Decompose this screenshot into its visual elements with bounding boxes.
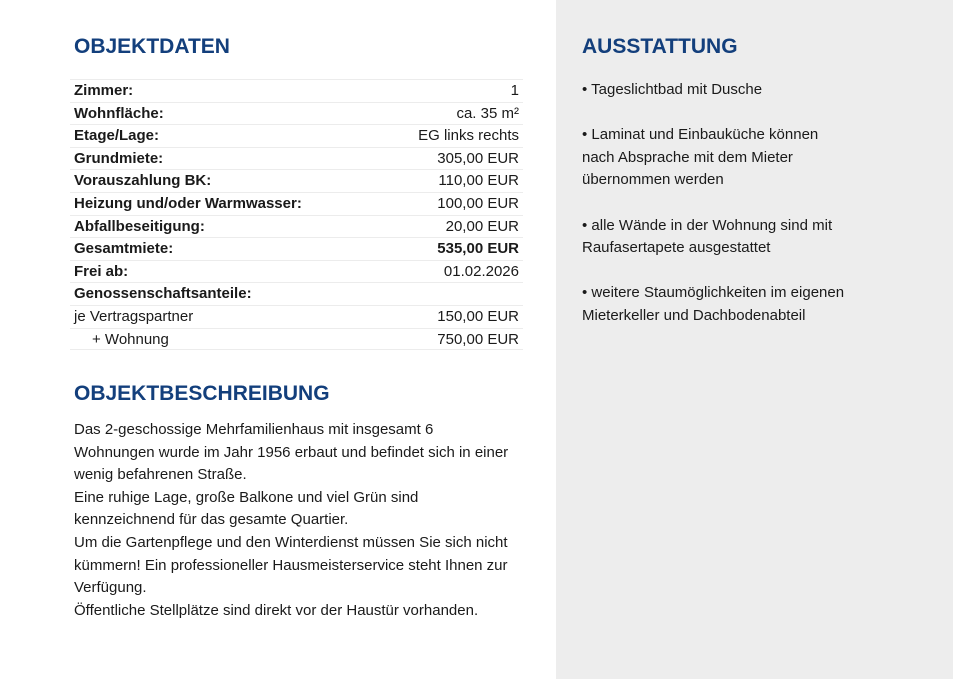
table-row — [70, 305, 523, 328]
row-value: 110,00 EUR — [438, 172, 519, 190]
row-value: 20,00 EUR — [445, 217, 519, 235]
row-value: 150,00 EUR — [437, 307, 519, 325]
row-label: Genossenschaftsanteile: — [74, 285, 252, 303]
table-row — [70, 169, 523, 192]
row-label: Grundmiete: — [74, 149, 164, 167]
table-row — [70, 192, 523, 215]
objektbeschreibung-text — [74, 419, 514, 622]
table-row — [70, 328, 523, 351]
list-item: • weitere Staumöglichkeiten im eigenen Mieterkeller und Dachbodenabteil — [582, 284, 845, 324]
row-label: + Wohnung — [92, 330, 169, 348]
table-row — [70, 215, 523, 238]
row-value: 535,00 EUR — [437, 240, 519, 258]
row-value: 750,00 EUR — [437, 330, 519, 348]
row-label: Abfallbeseitigung: — [74, 217, 205, 235]
row-value: 305,00 EUR — [437, 149, 519, 167]
description-paragraph: Eine ruhige Lage, große Balkone und viel Grün sind kennzeichnend für das gesamte Quartier. — [74, 488, 419, 529]
row-label: Vorauszahlung BK: — [74, 172, 212, 190]
row-value: EG links rechts — [418, 127, 519, 145]
list-item: • Laminat und Einbauküche können nach Absprache mit dem Mieter übernommen werden — [582, 126, 819, 189]
row-value: ca. 35 m² — [456, 104, 519, 122]
row-value: 1 — [510, 82, 519, 99]
row-value: 100,00 EUR — [437, 194, 519, 212]
list-item: • alle Wände in der Wohnung sind mit Raufasertapete ausgestattet — [582, 216, 833, 257]
row-label: je Vertragspartner — [74, 307, 194, 325]
table-row — [70, 282, 523, 305]
row-label: Wohnfläche: — [74, 104, 164, 122]
table-row — [70, 260, 523, 283]
objektdaten-table — [70, 79, 523, 350]
description-paragraph: Das 2-geschossige Mehrfamilienhaus mit insgesamt 6 Wohnungen wurde im Jahr 1956 erbaut und befindet sich in einer wenig befahrenen Straße. — [74, 421, 509, 484]
row-label: Zimmer: — [74, 82, 134, 99]
row-label: Frei ab: — [74, 262, 129, 280]
objektdaten-heading: OBJEKTDATEN — [74, 35, 230, 58]
table-row — [70, 79, 523, 102]
table-row — [70, 147, 523, 170]
table-row — [70, 102, 523, 125]
table-row — [70, 124, 523, 147]
objektbeschreibung-heading: OBJEKTBESCHREIBUNG — [74, 382, 330, 405]
row-value: 01.02.2026 — [443, 262, 519, 280]
ausstattung-list — [582, 79, 942, 350]
row-label: Etage/Lage: — [74, 127, 160, 145]
list-item: • Tageslichtbad mit Dusche — [582, 81, 763, 98]
row-label: Heizung und/oder Warmwasser: — [74, 194, 302, 212]
table-row-total — [70, 237, 523, 260]
row-label: Gesamtmiete: — [74, 240, 174, 258]
description-paragraph: Um die Gartenpflege und den Winterdienst müssen Sie sich nicht kümmern! Ein professioneller Hausmeisterservice steht Ihnen zur Verfügung. — [74, 533, 508, 597]
ausstattung-heading: AUSSTATTUNG — [582, 35, 738, 58]
description-paragraph: Öffentliche Stellplätze sind direkt vor der Haustür vorhanden. — [74, 601, 479, 619]
